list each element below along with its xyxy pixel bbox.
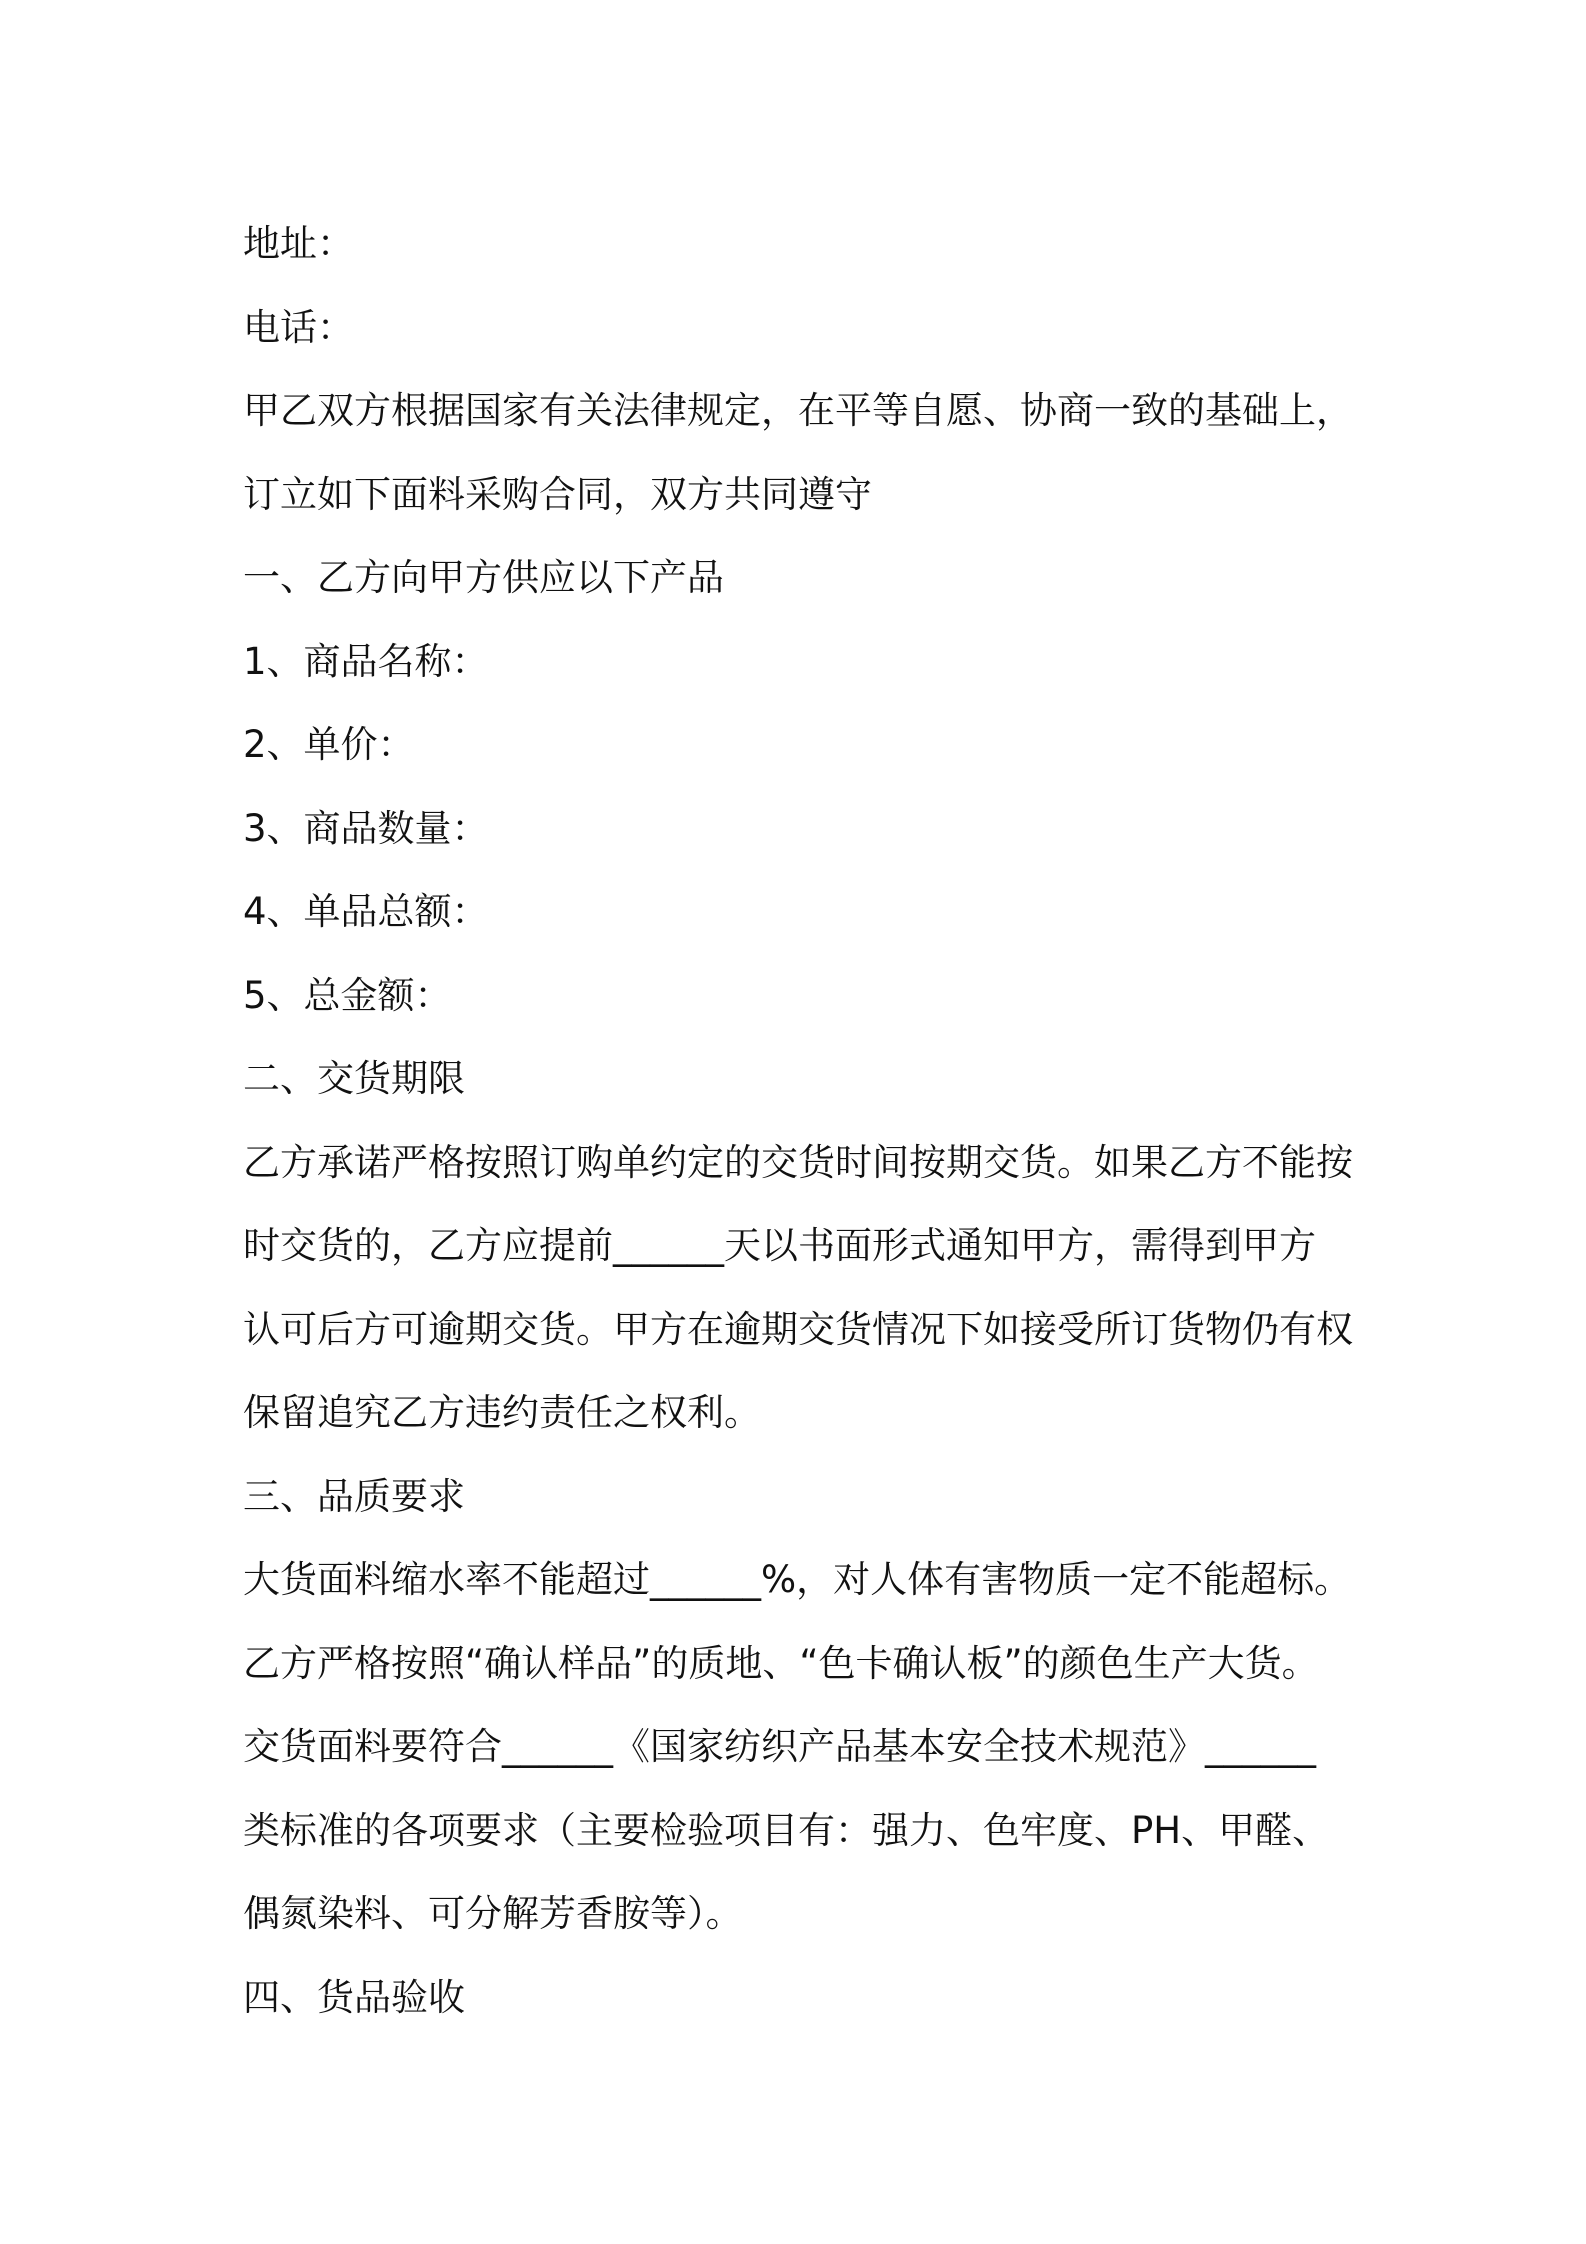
phone-label: 电话： [243,305,354,349]
quality-paragraph-line-4: 类标准的各项要求（主要检验项目有：强力、色牢度、PH、甲醛、 [243,1808,1330,1852]
delivery-paragraph-line-4: 保留追究乙方违约责任之权利。 [243,1391,761,1434]
quality-paragraph-line-5: 偶氮染料、可分解芳香胺等）。 [243,1892,743,1935]
item-unit-price: 2、单价： [243,723,415,766]
section-4-heading: 四、货品验收 [243,1975,465,2019]
delivery-paragraph-line-2: 时交货的，乙方应提前______天以书面形式通知甲方，需得到甲方 [243,1224,1316,1267]
delivery-paragraph-line-3: 认可后方可逾期交货。甲方在逾期交货情况下如接受所订货物仍有权 [243,1307,1353,1351]
section-3-heading: 三、品质要求 [243,1474,465,1518]
address-label: 地址： [243,222,354,265]
section-1-heading: 一、乙方向甲方供应以下产品 [243,556,724,599]
item-single-total: 4、单品总额： [243,890,489,933]
preamble-line-2: 订立如下面料采购合同，双方共同遵守 [243,472,872,516]
item-quantity: 3、商品数量： [243,806,489,850]
quality-paragraph-line-1: 大货面料缩水率不能超过______%，对人体有害物质一定不能超标。 [243,1558,1352,1601]
contract-body [243,202,1383,2039]
item-product-name: 1、商品名称： [243,639,489,683]
preamble-line-1: 甲乙双方根据国家有关法律规定，在平等自愿、协商一致的基础上， [243,389,1353,432]
item-grand-total: 5、总金额： [243,973,452,1017]
quality-paragraph-line-2: 乙方严格按照“确认样品”的质地、“色卡确认板”的颜色生产大货。 [243,1641,1319,1685]
delivery-paragraph-line-1: 乙方承诺严格按照订购单约定的交货时间按期交货。如果乙方不能按 [243,1140,1353,1184]
section-2-heading: 二、交货期限 [243,1057,465,1100]
quality-paragraph-line-3: 交货面料要符合______《国家纺织产品基本安全技术规范》______ [243,1725,1316,1768]
